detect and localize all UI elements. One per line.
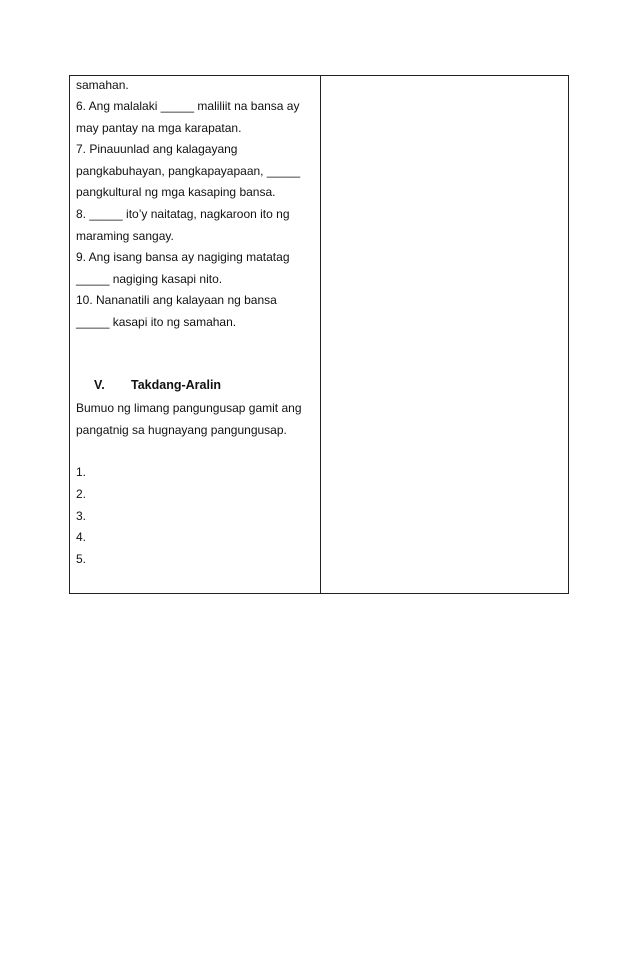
answer-number: 3. (76, 509, 87, 523)
section-heading (76, 378, 314, 392)
instruction-line: pangatnig sa hugnayang pangungusap. (76, 423, 287, 437)
exercise-line: 9. Ang isang bansa ay nagiging matatag (76, 250, 290, 264)
section-number: V. (94, 378, 105, 392)
exercise-line: samahan. (76, 78, 129, 92)
exercise-line: _____ kasapi ito ng samahan. (76, 315, 237, 329)
instruction-line: Bumuo ng limang pangungusap gamit ang (76, 401, 302, 415)
exercise-line: pangkabuhayan, pangkapayapaan, _____ (76, 164, 301, 178)
exercise-line: _____ nagiging kasapi nito. (76, 272, 223, 286)
lesson-table (69, 75, 569, 594)
section-title: Takdang-Aralin (131, 378, 222, 392)
exercise-line: 7. Pinauunlad ang kalagayang (76, 142, 238, 156)
exercise-line: 10. Nananatili ang kalayaan ng bansa (76, 293, 277, 307)
exercise-line: 8. _____ ito’y naitatag, nagkaroon ito ng (76, 207, 290, 221)
answer-number: 1. (76, 465, 87, 479)
exercise-line: 6. Ang malalaki _____ maliliit na bansa ay (76, 99, 300, 113)
right-cell-empty (321, 76, 568, 593)
answer-number: 4. (76, 530, 87, 544)
exercise-line: maraming sangay. (76, 229, 174, 243)
left-cell (76, 76, 314, 593)
exercise-line: pangkultural ng mga kasaping bansa. (76, 185, 276, 199)
answer-number: 5. (76, 552, 87, 566)
answer-number: 2. (76, 487, 87, 501)
exercise-line: may pantay na mga karapatan. (76, 121, 242, 135)
